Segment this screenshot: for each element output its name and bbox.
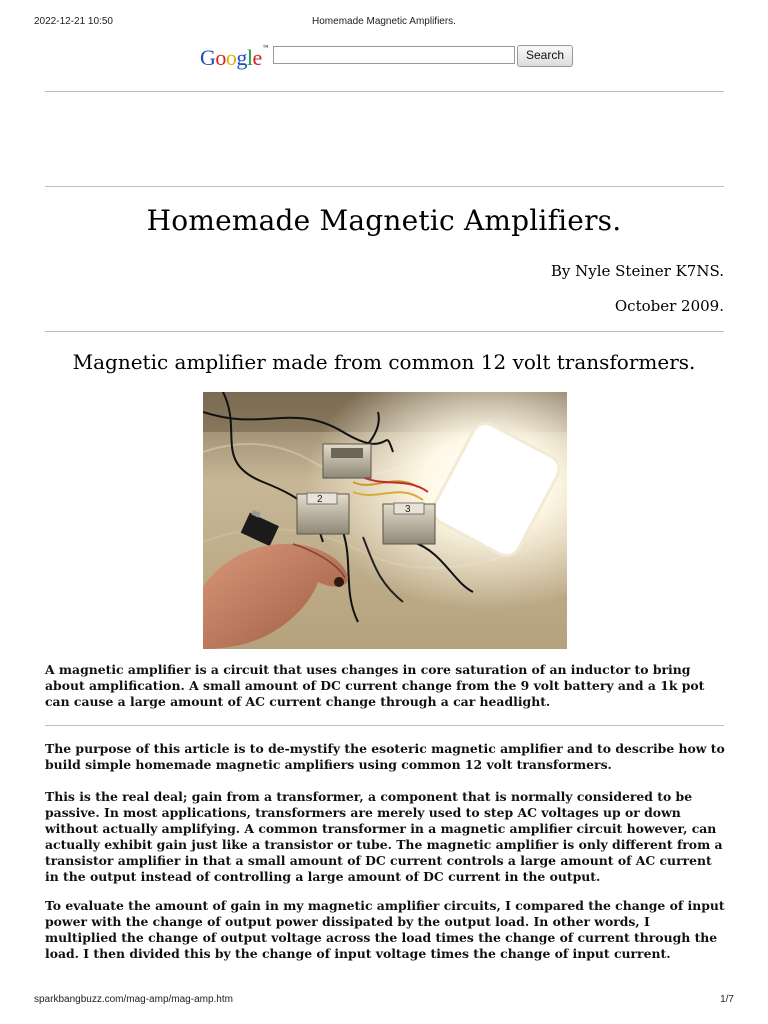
print-datetime: 2022-12-21 10:50 [34,16,113,27]
search-button[interactable]: Search [517,45,573,67]
page-number: 1/7 [720,994,734,1005]
transformer-label: 3 [405,504,411,515]
print-page-title: Homemade Magnetic Amplifiers. [312,16,456,27]
divider [45,331,724,332]
article-subtitle: Magnetic amplifier made from common 12 volt transformers. [72,350,696,374]
print-header [0,16,768,30]
divider [45,91,724,92]
transformer-label: 2 [317,494,323,505]
magnetic-amplifier-photo [203,392,567,649]
divider [45,725,724,726]
paragraph: To evaluate the amount of gain in my magnetic amplifier circuits, I compared the change of input power with the change of output power dissipated by the output load. In other words, I multiplied the change of output voltage across the load times the change of current through the load. I then divided this by the change of input voltage times the change of input current. [45,898,725,961]
print-footer [0,994,768,1008]
search-input[interactable] [273,46,515,64]
author-byline: By Nyle Steiner K7NS. [550,262,724,280]
article-date: October 2009. [614,297,724,315]
paragraph: The purpose of this article is to de-mystify the esoteric magnetic amplifier and to describe how to build simple homemade magnetic amplifiers using common 12 volt transformers. [45,741,725,772]
paragraph: This is the real deal; gain from a transformer, a component that is normally considered to be passive. In most applications, transformers are merely used to step AC voltages up or down without actually amplifying. A common transformer in a magnetic amplifier circuit however, can actually exhibit gain just like a transistor or tube. The magnetic amplifier is only different from a transistor amplifier in that a small amount of DC current controls a large amount of AC current in the output instead of controlling a large amount of DC current in the output. [45,789,723,884]
divider [45,186,724,187]
article-title: Homemade Magnetic Amplifiers. [146,204,622,237]
page-url: sparkbangbuzz.com/mag-amp/mag-amp.htm [34,994,233,1005]
google-logo: Google™ [200,45,269,70]
paragraph: A magnetic amplifier is a circuit that uses changes in core saturation of an inductor to bring about amplification. A small amount of DC current change from the 9 volt battery and a 1k pot can cause a large amount of AC current change through a car headlight. [45,662,705,709]
